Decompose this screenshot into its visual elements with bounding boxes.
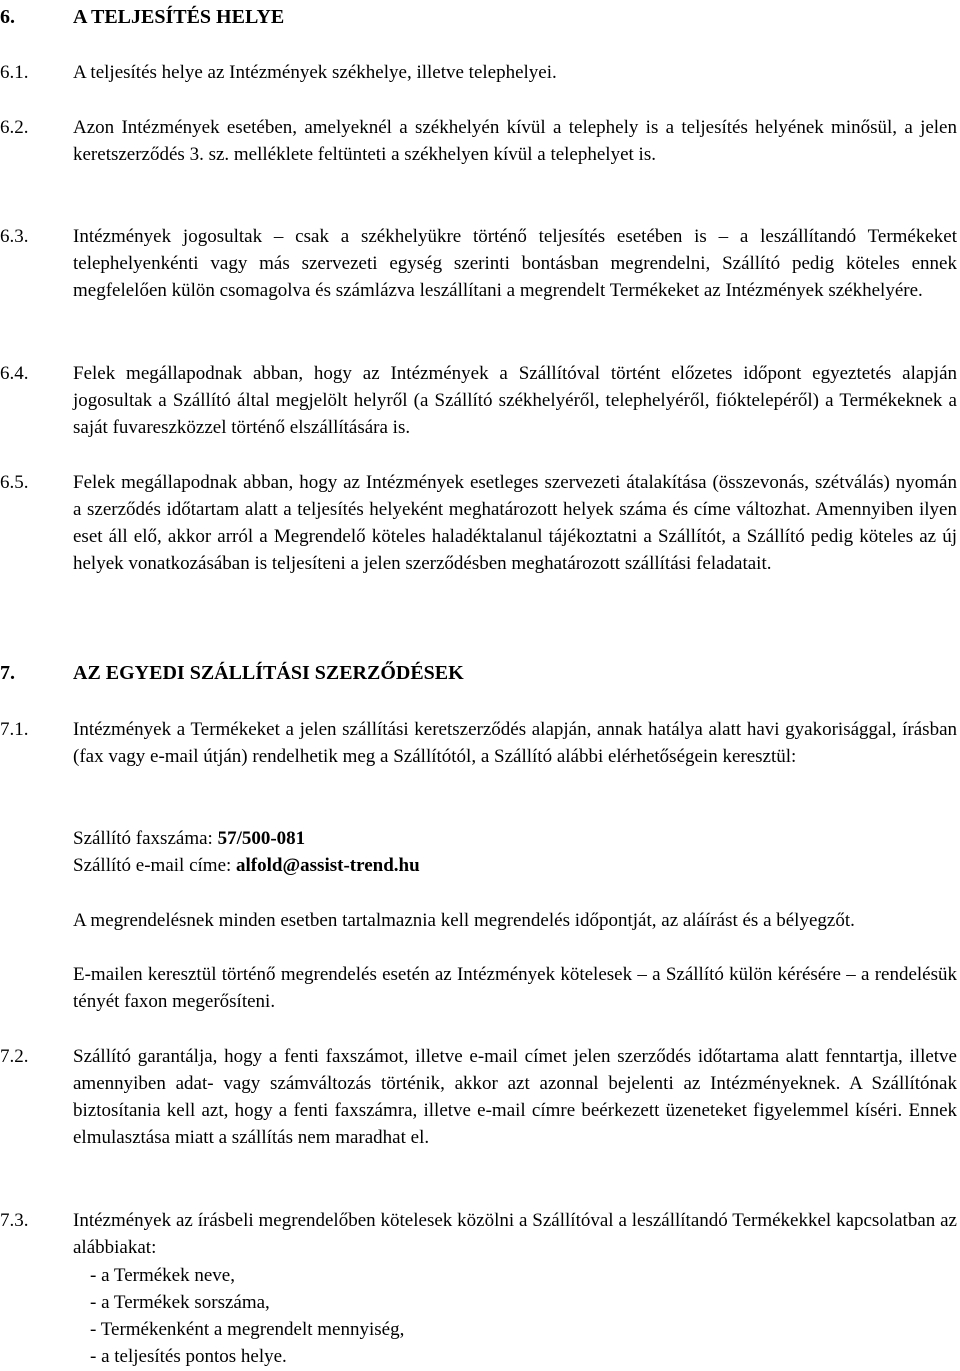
- fax-line: [73, 825, 305, 852]
- section-title: A TELJESÍTÉS HELYE: [73, 6, 285, 28]
- paragraph-number: 7.1.: [0, 719, 29, 740]
- paragraph-number: 7.2.: [0, 1046, 29, 1067]
- list-item: - a Termékek neve,: [90, 1262, 957, 1289]
- list-item: - a Termékek sorszáma,: [90, 1289, 957, 1316]
- paragraph-number: 6.1.: [0, 62, 29, 83]
- section-6-heading: [0, 4, 284, 31]
- paragraph-7-3: [0, 1207, 957, 1261]
- paragraph-text: Szállító garantálja, hogy a fenti faxszámot, illetve e-mail címet jelen szerződés időtartama alatt fenntartja, illetve amennyiben adat- vagy számváltozás történik, akkor azt azonnal bejelenti az Intézményeknek. A Szállítónak biztosítania kell azt, hogy a fenti faxszámra, illetve e-mail címre beérkezett üzeneteket figyelemmel kíséri. Ennek elmulasztása miatt a szállítás nem maradhat el.: [73, 1046, 957, 1148]
- paragraph-number: 7.3.: [0, 1210, 29, 1231]
- paragraph-6-2: [0, 114, 957, 168]
- paragraph-6-3: [0, 223, 957, 304]
- paragraph-number: 6.4.: [0, 363, 29, 384]
- paragraph-text: Intézmények a Termékeket a jelen szállítási keretszerződés alapján, annak hatálya alatt havi gyakorisággal, írásban (fax vagy e-mail útján) rendelhetik meg a Szállítótól, a Szállító alábbi elérhetőségein keresztül:: [73, 719, 957, 767]
- paragraph-6-4: [0, 360, 957, 441]
- email-label: Szállító e-mail címe:: [73, 855, 237, 876]
- paragraph-7-1: [0, 716, 957, 770]
- fax-label: Szállító faxszáma:: [73, 828, 218, 849]
- paragraph-6-5: [0, 469, 957, 577]
- paragraph-number: 6.2.: [0, 117, 29, 138]
- order-items-list-container: [73, 1262, 957, 1370]
- email-address: alfold@assist-trend.hu: [236, 855, 420, 876]
- paragraph-text: Felek megállapodnak abban, hogy az Intézmények esetleges szervezeti átalakítása (összevonás, szétválás) nyomán a szerződés időtartam alatt a teljesítés helyeként meghatározott helyek száma és címe változhat. Amennyiben ilyen eset áll elő, akkor arról a Megrendelő köteles haladéktalanul tájékoztatni a Szállítót, a Szállító pedig köteles az új helyek vonatkozásában is teljesíteni a jelen szerződésben meghatározott szállítási feladatait.: [73, 472, 957, 574]
- fax-number: 57/500-081: [217, 828, 306, 849]
- paragraph-text: Intézmények jogosultak – csak a székhelyükre történő teljesítés esetében is – a leszállítandó Termékeket telephelyenkénti vagy más szervezeti egység szerinti bontásban megrendelni, Szállító pedig köteles ennek megfelelően külön csomagolva és számlázva leszállítani a megrendelt Termékeket az Intézmények székhelyére.: [73, 226, 957, 301]
- section-number: 6.: [0, 6, 15, 28]
- list-item: - a teljesítés pontos helye.: [90, 1343, 957, 1370]
- section-number: 7.: [0, 662, 15, 684]
- order-requirements-note: A megrendelésnek minden esetben tartalmaznia kell megrendelés időpontját, az aláírást és a bélyegzőt.: [73, 910, 855, 931]
- order-items-list: [73, 1262, 957, 1370]
- section-7-heading: [0, 660, 464, 687]
- email-confirmation-note: E-mailen keresztül történő megrendelés esetén az Intézmények kötelesek – a Szállító külön kérésére – a rendelésük tényét faxon megerősíteni.: [73, 964, 957, 1012]
- list-item: - Termékenként a megrendelt mennyiség,: [90, 1316, 957, 1343]
- paragraph-number: 6.3.: [0, 226, 29, 247]
- paragraph-number: 6.5.: [0, 472, 29, 493]
- paragraph-text: Azon Intézmények esetében, amelyeknél a székhelyén kívül a telephely is a teljesítés helyének minősül, a jelen keretszerződés 3. sz. melléklete feltünteti a székhelyen kívül a telephelyet is.: [73, 117, 957, 165]
- paragraph-6-1: [0, 59, 957, 86]
- paragraph-text: Intézmények az írásbeli megrendelőben kötelesek közölni a Szállítóval a leszállítandó Termékekkel kapcsolatban az alábbiakat:: [73, 1210, 957, 1258]
- paragraph-text: Felek megállapodnak abban, hogy az Intézmények a Szállítóval történt előzetes időpont egyeztetés alapján jogosultak a Szállító által megjelölt helyről (a Szállító székhelyéről, telephelyéről, fióktelepéről) a Termékeknek a saját fuvareszközzel történő elszállítására is.: [73, 363, 957, 438]
- paragraph-text: A teljesítés helye az Intézmények székhelye, illetve telephelyei.: [73, 62, 557, 83]
- section-title: AZ EGYEDI SZÁLLÍTÁSI SZERZŐDÉSEK: [73, 662, 464, 684]
- email-line: [73, 852, 420, 879]
- paragraph-7-2: [0, 1043, 957, 1151]
